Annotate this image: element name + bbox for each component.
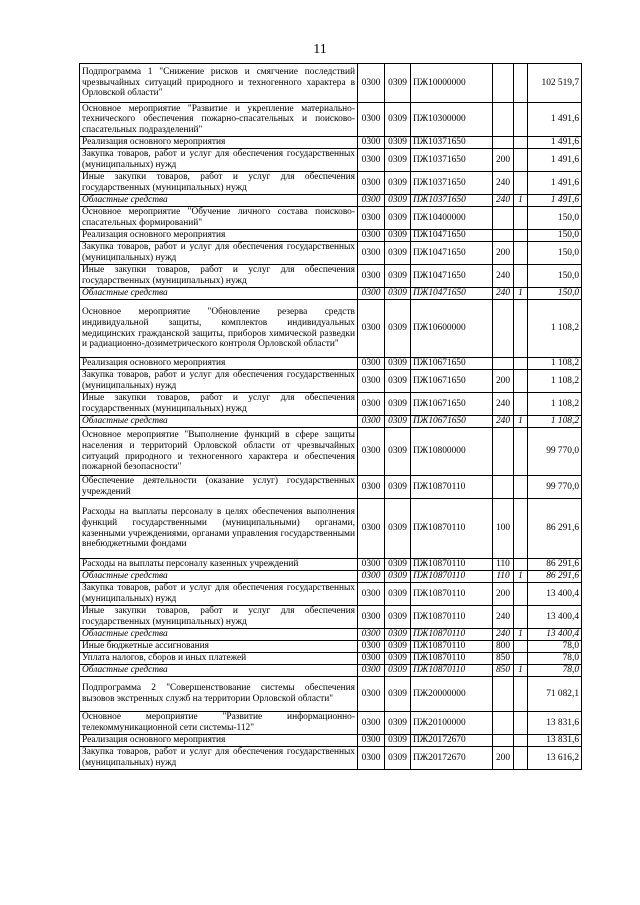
funding-source-code [514, 358, 528, 370]
subsection-code: 0309 [385, 735, 411, 747]
subsection-code: 0309 [385, 416, 411, 428]
section-code: 0300 [358, 207, 385, 230]
funding-source-code [514, 265, 528, 288]
table-row [80, 641, 582, 653]
page-number: 11 [313, 42, 327, 57]
funding-source-code [514, 606, 528, 629]
expense-type-code: 100 [493, 499, 514, 559]
target-item-code: ПЖ10471650 [411, 265, 493, 288]
section-code: 0300 [358, 653, 385, 665]
subsection-code: 0309 [385, 747, 411, 770]
row-name: Областные средства [80, 665, 358, 677]
target-item-code: ПЖ10870110 [411, 653, 493, 665]
target-item-code: ПЖ10671650 [411, 393, 493, 416]
expense-type-code: 240 [493, 393, 514, 416]
row-name: Подпрограмма 1 "Снижение рисков и смягчение последствий чрезвычайных ситуаций природного и техногенного характера в Орловской области" [80, 64, 358, 103]
table-row [80, 242, 582, 265]
section-code: 0300 [358, 358, 385, 370]
row-name: Основное мероприятие "Выполнение функций в сфере защиты населения и территорий Орловской области от чрезвычайных ситуаций природного и техногенного характера и обеспечения пожарной безопасности" [80, 428, 358, 476]
table-row [80, 300, 582, 358]
section-code: 0300 [358, 583, 385, 606]
expense-type-code [493, 137, 514, 149]
table-row [80, 230, 582, 242]
section-code: 0300 [358, 370, 385, 393]
section-code: 0300 [358, 393, 385, 416]
table-row [80, 393, 582, 416]
table-row [80, 499, 582, 559]
subsection-code: 0309 [385, 641, 411, 653]
target-item-code: ПЖ10371650 [411, 195, 493, 207]
row-name: Иные бюджетные ассигнования [80, 641, 358, 653]
amount: 150,0 [528, 265, 582, 288]
target-item-code: ПЖ20172670 [411, 747, 493, 770]
expense-type-code: 200 [493, 242, 514, 265]
row-name: Иные закупки товаров, работ и услуг для обеспечения государственных (муниципальных) нужд [80, 393, 358, 416]
row-name: Закупка товаров, работ и услуг для обеспечения государственных (муниципальных) нужд [80, 149, 358, 172]
funding-source-code [514, 207, 528, 230]
section-code: 0300 [358, 195, 385, 207]
amount: 150,0 [528, 242, 582, 265]
expense-type-code: 240 [493, 172, 514, 195]
row-name: Закупка товаров, работ и услуг для обеспечения государственных (муниципальных) нужд [80, 583, 358, 606]
expense-type-code: 240 [493, 606, 514, 629]
target-item-code: ПЖ10471650 [411, 242, 493, 265]
subsection-code: 0309 [385, 288, 411, 300]
amount: 13 831,6 [528, 712, 582, 735]
expense-type-code: 200 [493, 370, 514, 393]
row-name: Иные закупки товаров, работ и услуг для обеспечения государственных (муниципальных) нужд [80, 172, 358, 195]
expense-type-code: 240 [493, 288, 514, 300]
table-row [80, 358, 582, 370]
subsection-code: 0309 [385, 677, 411, 712]
row-name: Основное мероприятие "Развитие и укрепление материально-технического обеспечения пожарно-спасательных и поисково-спасательных подразделений" [80, 103, 358, 137]
subsection-code: 0309 [385, 712, 411, 735]
section-code: 0300 [358, 499, 385, 559]
amount: 102 519,7 [528, 64, 582, 103]
section-code: 0300 [358, 641, 385, 653]
funding-source-code [514, 393, 528, 416]
section-code: 0300 [358, 230, 385, 242]
section-code: 0300 [358, 137, 385, 149]
subsection-code: 0309 [385, 195, 411, 207]
amount: 1 108,2 [528, 416, 582, 428]
subsection-code: 0309 [385, 606, 411, 629]
row-name: Закупка товаров, работ и услуг для обеспечения государственных (муниципальных) нужд [80, 242, 358, 265]
section-code: 0300 [358, 606, 385, 629]
subsection-code: 0309 [385, 103, 411, 137]
funding-source-code: 1 [514, 195, 528, 207]
amount: 1 108,2 [528, 370, 582, 393]
funding-source-code [514, 677, 528, 712]
amount: 78,0 [528, 665, 582, 677]
expense-type-code [493, 428, 514, 476]
expense-type-code: 850 [493, 653, 514, 665]
row-name: Областные средства [80, 288, 358, 300]
section-code: 0300 [358, 64, 385, 103]
table-row [80, 172, 582, 195]
row-name: Реализация основного мероприятия [80, 230, 358, 242]
target-item-code: ПЖ10870110 [411, 499, 493, 559]
amount: 86 291,6 [528, 571, 582, 583]
amount: 150,0 [528, 207, 582, 230]
expense-type-code: 800 [493, 641, 514, 653]
amount: 1 491,6 [528, 137, 582, 149]
row-name: Иные закупки товаров, работ и услуг для обеспечения государственных (муниципальных) нужд [80, 606, 358, 629]
section-code: 0300 [358, 677, 385, 712]
funding-source-code [514, 583, 528, 606]
target-item-code: ПЖ20100000 [411, 712, 493, 735]
target-item-code: ПЖ10870110 [411, 476, 493, 499]
row-name: Основное мероприятие "Обновление резерва средств индивидуальной защиты, комплектов индивидуальных медицинских гражданской защиты, приборов химической разведки и радиационно-дозиметрического контроля Орловской области" [80, 300, 358, 358]
expense-type-code: 240 [493, 416, 514, 428]
amount: 86 291,6 [528, 499, 582, 559]
table-row [80, 64, 582, 103]
budget-table-body [80, 64, 582, 770]
target-item-code: ПЖ10870110 [411, 606, 493, 629]
table-row [80, 735, 582, 747]
target-item-code: ПЖ10870110 [411, 629, 493, 641]
subsection-code: 0309 [385, 300, 411, 358]
subsection-code: 0309 [385, 665, 411, 677]
section-code: 0300 [358, 559, 385, 571]
subsection-code: 0309 [385, 559, 411, 571]
funding-source-code [514, 149, 528, 172]
table-row [80, 288, 582, 300]
row-name: Областные средства [80, 416, 358, 428]
amount: 1 491,6 [528, 172, 582, 195]
funding-source-code [514, 712, 528, 735]
target-item-code: ПЖ10671650 [411, 416, 493, 428]
target-item-code: ПЖ10870110 [411, 571, 493, 583]
target-item-code: ПЖ10671650 [411, 370, 493, 393]
subsection-code: 0309 [385, 358, 411, 370]
row-name: Реализация основного мероприятия [80, 735, 358, 747]
amount: 78,0 [528, 641, 582, 653]
funding-source-code: 1 [514, 629, 528, 641]
row-name: Расходы на выплаты персоналу казенных учреждений [80, 559, 358, 571]
funding-source-code [514, 172, 528, 195]
section-code: 0300 [358, 288, 385, 300]
subsection-code: 0309 [385, 137, 411, 149]
expense-type-code: 850 [493, 665, 514, 677]
subsection-code: 0309 [385, 499, 411, 559]
expense-type-code [493, 712, 514, 735]
section-code: 0300 [358, 747, 385, 770]
expense-type-code [493, 207, 514, 230]
row-name: Подпрограмма 2 "Совершенствование системы обеспечения вызовов экстренных служб на территории Орловской области" [80, 677, 358, 712]
funding-source-code [514, 370, 528, 393]
amount: 1 491,6 [528, 103, 582, 137]
table-row [80, 476, 582, 499]
subsection-code: 0309 [385, 370, 411, 393]
table-row [80, 629, 582, 641]
row-name: Обеспечение деятельности (оказание услуг) государственных учреждений [80, 476, 358, 499]
amount: 86 291,6 [528, 559, 582, 571]
funding-source-code [514, 64, 528, 103]
table-row [80, 207, 582, 230]
section-code: 0300 [358, 665, 385, 677]
funding-source-code: 1 [514, 288, 528, 300]
expense-type-code: 200 [493, 747, 514, 770]
row-name: Областные средства [80, 195, 358, 207]
row-name: Областные средства [80, 571, 358, 583]
subsection-code: 0309 [385, 172, 411, 195]
table-row [80, 370, 582, 393]
target-item-code: ПЖ10000000 [411, 64, 493, 103]
section-code: 0300 [358, 149, 385, 172]
target-item-code: ПЖ10400000 [411, 207, 493, 230]
target-item-code: ПЖ10800000 [411, 428, 493, 476]
expense-type-code [493, 677, 514, 712]
amount: 150,0 [528, 230, 582, 242]
expense-type-code [493, 64, 514, 103]
target-item-code: ПЖ10870110 [411, 559, 493, 571]
expense-type-code: 200 [493, 583, 514, 606]
row-name: Расходы на выплаты персоналу в целях обеспечения выполнения функций государственными (муниципальными) органами, казенными учреждениями, органами управления государственными внебюджетными фондами [80, 499, 358, 559]
section-code: 0300 [358, 242, 385, 265]
funding-source-code [514, 735, 528, 747]
section-code: 0300 [358, 735, 385, 747]
funding-source-code [514, 428, 528, 476]
expense-type-code [493, 300, 514, 358]
table-row [80, 653, 582, 665]
funding-source-code [514, 499, 528, 559]
target-item-code: ПЖ10371650 [411, 137, 493, 149]
section-code: 0300 [358, 428, 385, 476]
target-item-code: ПЖ10870110 [411, 641, 493, 653]
amount: 13 400,4 [528, 606, 582, 629]
section-code: 0300 [358, 103, 385, 137]
table-row [80, 712, 582, 735]
target-item-code: ПЖ10471650 [411, 230, 493, 242]
expense-type-code: 240 [493, 629, 514, 641]
amount: 99 770,0 [528, 428, 582, 476]
section-code: 0300 [358, 300, 385, 358]
funding-source-code [514, 653, 528, 665]
target-item-code: ПЖ20000000 [411, 677, 493, 712]
expense-type-code: 110 [493, 571, 514, 583]
row-name: Основное мероприятие "Обучение личного состава поисково-спасательных формирований" [80, 207, 358, 230]
funding-source-code [514, 747, 528, 770]
table-row [80, 103, 582, 137]
row-name: Реализация основного мероприятия [80, 137, 358, 149]
target-item-code: ПЖ10671650 [411, 358, 493, 370]
table-row [80, 265, 582, 288]
row-name: Реализация основного мероприятия [80, 358, 358, 370]
target-item-code: ПЖ10870110 [411, 583, 493, 606]
table-row [80, 416, 582, 428]
amount: 78,0 [528, 653, 582, 665]
subsection-code: 0309 [385, 207, 411, 230]
amount: 13 616,2 [528, 747, 582, 770]
funding-source-code: 1 [514, 416, 528, 428]
subsection-code: 0309 [385, 64, 411, 103]
section-code: 0300 [358, 712, 385, 735]
table-row [80, 583, 582, 606]
expense-type-code [493, 358, 514, 370]
table-row [80, 665, 582, 677]
amount: 71 082,1 [528, 677, 582, 712]
expense-type-code [493, 476, 514, 499]
amount: 99 770,0 [528, 476, 582, 499]
table-row [80, 195, 582, 207]
subsection-code: 0309 [385, 242, 411, 265]
subsection-code: 0309 [385, 629, 411, 641]
subsection-code: 0309 [385, 428, 411, 476]
row-name: Закупка товаров, работ и услуг для обеспечения государственных (муниципальных) нужд [80, 370, 358, 393]
row-name: Основное мероприятие "Развитие информационно-телекоммуникационной сети системы-112" [80, 712, 358, 735]
table-row [80, 149, 582, 172]
funding-source-code [514, 103, 528, 137]
target-item-code: ПЖ20172670 [411, 735, 493, 747]
target-item-code: ПЖ10371650 [411, 149, 493, 172]
table-row [80, 747, 582, 770]
amount: 13 400,4 [528, 583, 582, 606]
funding-source-code: 1 [514, 571, 528, 583]
target-item-code: ПЖ10870110 [411, 665, 493, 677]
expense-type-code: 240 [493, 195, 514, 207]
row-name: Уплата налогов, сборов и иных платежей [80, 653, 358, 665]
amount: 13 831,6 [528, 735, 582, 747]
expense-type-code: 240 [493, 265, 514, 288]
amount: 1 491,6 [528, 195, 582, 207]
subsection-code: 0309 [385, 230, 411, 242]
expense-type-code: 110 [493, 559, 514, 571]
section-code: 0300 [358, 629, 385, 641]
target-item-code: ПЖ10300000 [411, 103, 493, 137]
target-item-code: ПЖ10471650 [411, 288, 493, 300]
table-row [80, 428, 582, 476]
subsection-code: 0309 [385, 393, 411, 416]
section-code: 0300 [358, 476, 385, 499]
funding-source-code [514, 137, 528, 149]
funding-source-code [514, 641, 528, 653]
budget-table [79, 63, 582, 770]
row-name: Областные средства [80, 629, 358, 641]
table-row [80, 137, 582, 149]
amount: 1 108,2 [528, 300, 582, 358]
section-code: 0300 [358, 416, 385, 428]
expense-type-code: 200 [493, 149, 514, 172]
section-code: 0300 [358, 571, 385, 583]
expense-type-code [493, 735, 514, 747]
target-item-code: ПЖ10371650 [411, 172, 493, 195]
table-row [80, 571, 582, 583]
amount: 1 108,2 [528, 393, 582, 416]
subsection-code: 0309 [385, 653, 411, 665]
target-item-code: ПЖ10600000 [411, 300, 493, 358]
subsection-code: 0309 [385, 265, 411, 288]
funding-source-code [514, 242, 528, 265]
funding-source-code [514, 559, 528, 571]
funding-source-code: 1 [514, 665, 528, 677]
amount: 13 400,4 [528, 629, 582, 641]
table-row [80, 677, 582, 712]
amount: 1 491,6 [528, 149, 582, 172]
subsection-code: 0309 [385, 149, 411, 172]
amount: 1 108,2 [528, 358, 582, 370]
table-row [80, 559, 582, 571]
subsection-code: 0309 [385, 583, 411, 606]
amount: 150,0 [528, 288, 582, 300]
row-name: Иные закупки товаров, работ и услуг для обеспечения государственных (муниципальных) нужд [80, 265, 358, 288]
subsection-code: 0309 [385, 571, 411, 583]
subsection-code: 0309 [385, 476, 411, 499]
funding-source-code [514, 300, 528, 358]
section-code: 0300 [358, 265, 385, 288]
funding-source-code [514, 230, 528, 242]
expense-type-code [493, 103, 514, 137]
expense-type-code [493, 230, 514, 242]
section-code: 0300 [358, 172, 385, 195]
funding-source-code [514, 476, 528, 499]
row-name: Закупка товаров, работ и услуг для обеспечения государственных (муниципальных) нужд [80, 747, 358, 770]
table-row [80, 606, 582, 629]
